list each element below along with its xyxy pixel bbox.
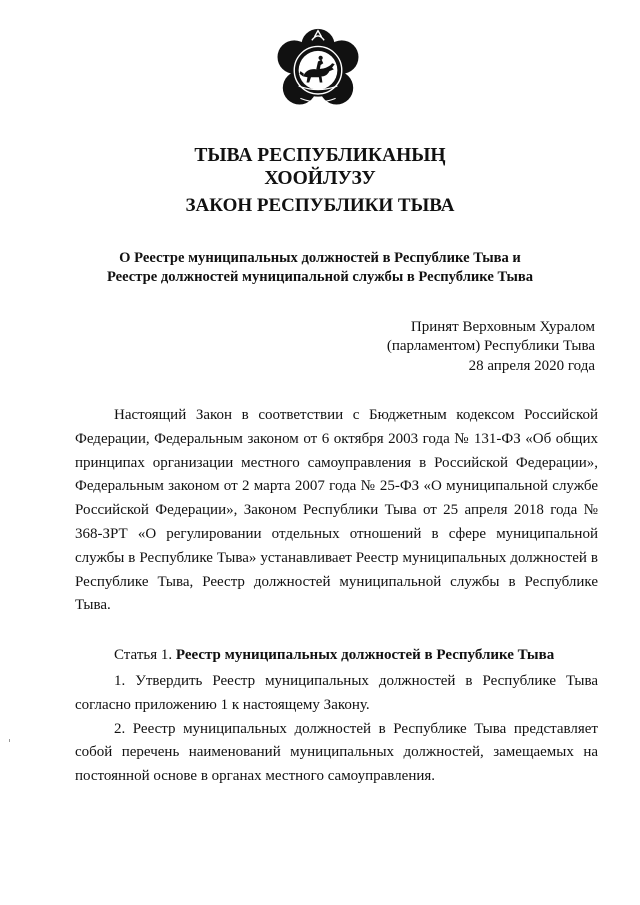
scan-margin-mark (9, 739, 10, 742)
adoption-line1: Принят Верховным Хуралом (410, 319, 595, 335)
republic-heading-line1: ТЫВА РЕСПУБЛИКАНЫҢ (194, 145, 446, 166)
adoption-line2: (парламентом) Республики Тыва (386, 338, 595, 355)
adoption-date: 28 апреля 2020 года (468, 357, 595, 374)
adoption-notice (387, 318, 595, 376)
article-paragraph-2: 2. Реестр муниципальных должностей в Республике Тыва представляет собой перечень наименований муниципальных должностей, замещаемых на постоянной основе в органах местного самоуправления. (75, 720, 598, 785)
article-paragraph-1: 1. Утвердить Реестр муниципальных должностей в Республике Тыва согласно приложению 1 к настоящему Закону. (75, 673, 598, 713)
preamble (75, 404, 598, 618)
article-title: Реестр муниципальных должностей в Республике Тыва (175, 647, 555, 663)
article-body (75, 670, 598, 789)
law-heading: ЗАКОН РЕСПУБЛИКИ ТЫВА (185, 195, 455, 216)
law-title-line2: Реестре должностей муниципальной службы в Республике Тыва (106, 269, 534, 285)
republic-heading (0, 144, 640, 190)
republic-heading-line2: ХООЙЛУЗУ (264, 168, 376, 189)
law-title-line1: О Реестре муниципальных должностей в Республике Тыва и (119, 250, 521, 266)
article-heading (114, 645, 554, 665)
preamble-paragraph: Настоящий Закон в соответствии с Бюджетным кодексом Российской Федерации, Федеральным законом от 6 октября 2003 года № 131-ФЗ «Об общих принципах организации местного самоуправления в Российской Федерации», Федеральным законом от 2 марта 2007 года № 25-ФЗ «О муниципальной службе Российской Федерации», Законом Республики Тыва от 25 апреля 2018 года № 368-ЗРТ «О регулировании отдельных отношений в сфере муниципальной службы в Республике Тыва» устанавливает Реестр муниципальных должностей в Республике Тыва, Реестр должностей муниципальной службы в Республике Тыва. (75, 407, 598, 614)
law-title (0, 249, 640, 287)
article-label: Статья 1. (114, 647, 173, 663)
tyva-coat-of-arms-icon (274, 28, 362, 116)
